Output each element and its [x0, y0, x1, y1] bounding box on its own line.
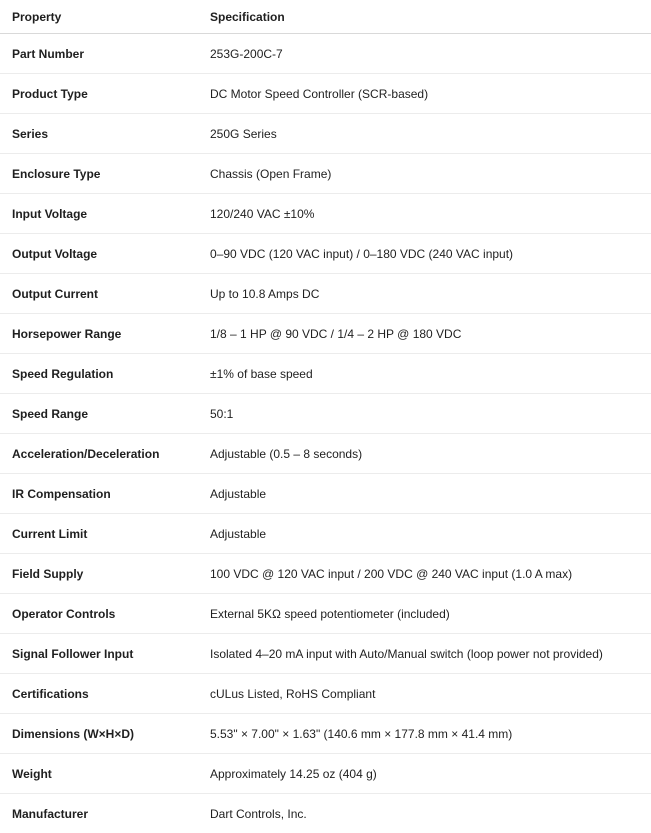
table-row — [0, 714, 651, 754]
value-cell: 253G-200C-7 — [198, 34, 651, 74]
value-cell: 0–90 VDC (120 VAC input) / 0–180 VDC (240 VAC input) — [198, 234, 651, 274]
value-cell: Dart Controls, Inc. — [198, 794, 651, 833]
value-cell: Chassis (Open Frame) — [198, 154, 651, 194]
table-row — [0, 194, 651, 234]
value-cell: 100 VDC @ 120 VAC input / 200 VDC @ 240 VAC input (1.0 A max) — [198, 554, 651, 594]
value-cell: DC Motor Speed Controller (SCR-based) — [198, 74, 651, 114]
value-cell: Adjustable — [198, 514, 651, 554]
header-specification: Specification — [198, 0, 651, 34]
value-cell: Adjustable — [198, 474, 651, 514]
table-body — [0, 34, 651, 833]
value-cell: cULus Listed, RoHS Compliant — [198, 674, 651, 714]
property-cell: Output Voltage — [0, 234, 198, 274]
property-cell: Operator Controls — [0, 594, 198, 634]
header-property: Property — [0, 0, 198, 34]
value-cell: Up to 10.8 Amps DC — [198, 274, 651, 314]
property-cell: Input Voltage — [0, 194, 198, 234]
property-cell: Output Current — [0, 274, 198, 314]
table-row — [0, 234, 651, 274]
property-cell: Part Number — [0, 34, 198, 74]
table-row — [0, 154, 651, 194]
table-header — [0, 0, 651, 34]
table-row — [0, 474, 651, 514]
header-row — [0, 0, 651, 34]
table-row — [0, 354, 651, 394]
value-cell: External 5KΩ speed potentiometer (included) — [198, 594, 651, 634]
property-cell: Product Type — [0, 74, 198, 114]
property-cell: Manufacturer — [0, 794, 198, 833]
value-cell: 50:1 — [198, 394, 651, 434]
table-row — [0, 754, 651, 794]
table-row — [0, 594, 651, 634]
property-cell: Speed Regulation — [0, 354, 198, 394]
value-cell: Adjustable (0.5 – 8 seconds) — [198, 434, 651, 474]
value-cell: Isolated 4–20 mA input with Auto/Manual switch (loop power not provided) — [198, 634, 651, 674]
table-row — [0, 434, 651, 474]
property-cell: Weight — [0, 754, 198, 794]
property-cell: Dimensions (W×H×D) — [0, 714, 198, 754]
table-row — [0, 554, 651, 594]
table-row — [0, 394, 651, 434]
value-cell: ±1% of base speed — [198, 354, 651, 394]
table-row — [0, 794, 651, 833]
value-cell: 5.53" × 7.00" × 1.63" (140.6 mm × 177.8 mm × 41.4 mm) — [198, 714, 651, 754]
value-cell: 1/8 – 1 HP @ 90 VDC / 1/4 – 2 HP @ 180 VDC — [198, 314, 651, 354]
table-row — [0, 314, 651, 354]
table-row — [0, 114, 651, 154]
table-row — [0, 674, 651, 714]
property-cell: Speed Range — [0, 394, 198, 434]
property-cell: Certifications — [0, 674, 198, 714]
value-cell: 250G Series — [198, 114, 651, 154]
property-cell: Series — [0, 114, 198, 154]
property-cell: Signal Follower Input — [0, 634, 198, 674]
property-cell: Enclosure Type — [0, 154, 198, 194]
table-row — [0, 274, 651, 314]
table-row — [0, 34, 651, 74]
table-row — [0, 634, 651, 674]
value-cell: Approximately 14.25 oz (404 g) — [198, 754, 651, 794]
property-cell: Acceleration/Deceleration — [0, 434, 198, 474]
property-cell: Field Supply — [0, 554, 198, 594]
value-cell: 120/240 VAC ±10% — [198, 194, 651, 234]
table-row — [0, 74, 651, 114]
table-row — [0, 514, 651, 554]
property-cell: Current Limit — [0, 514, 198, 554]
property-cell: IR Compensation — [0, 474, 198, 514]
property-cell: Horsepower Range — [0, 314, 198, 354]
